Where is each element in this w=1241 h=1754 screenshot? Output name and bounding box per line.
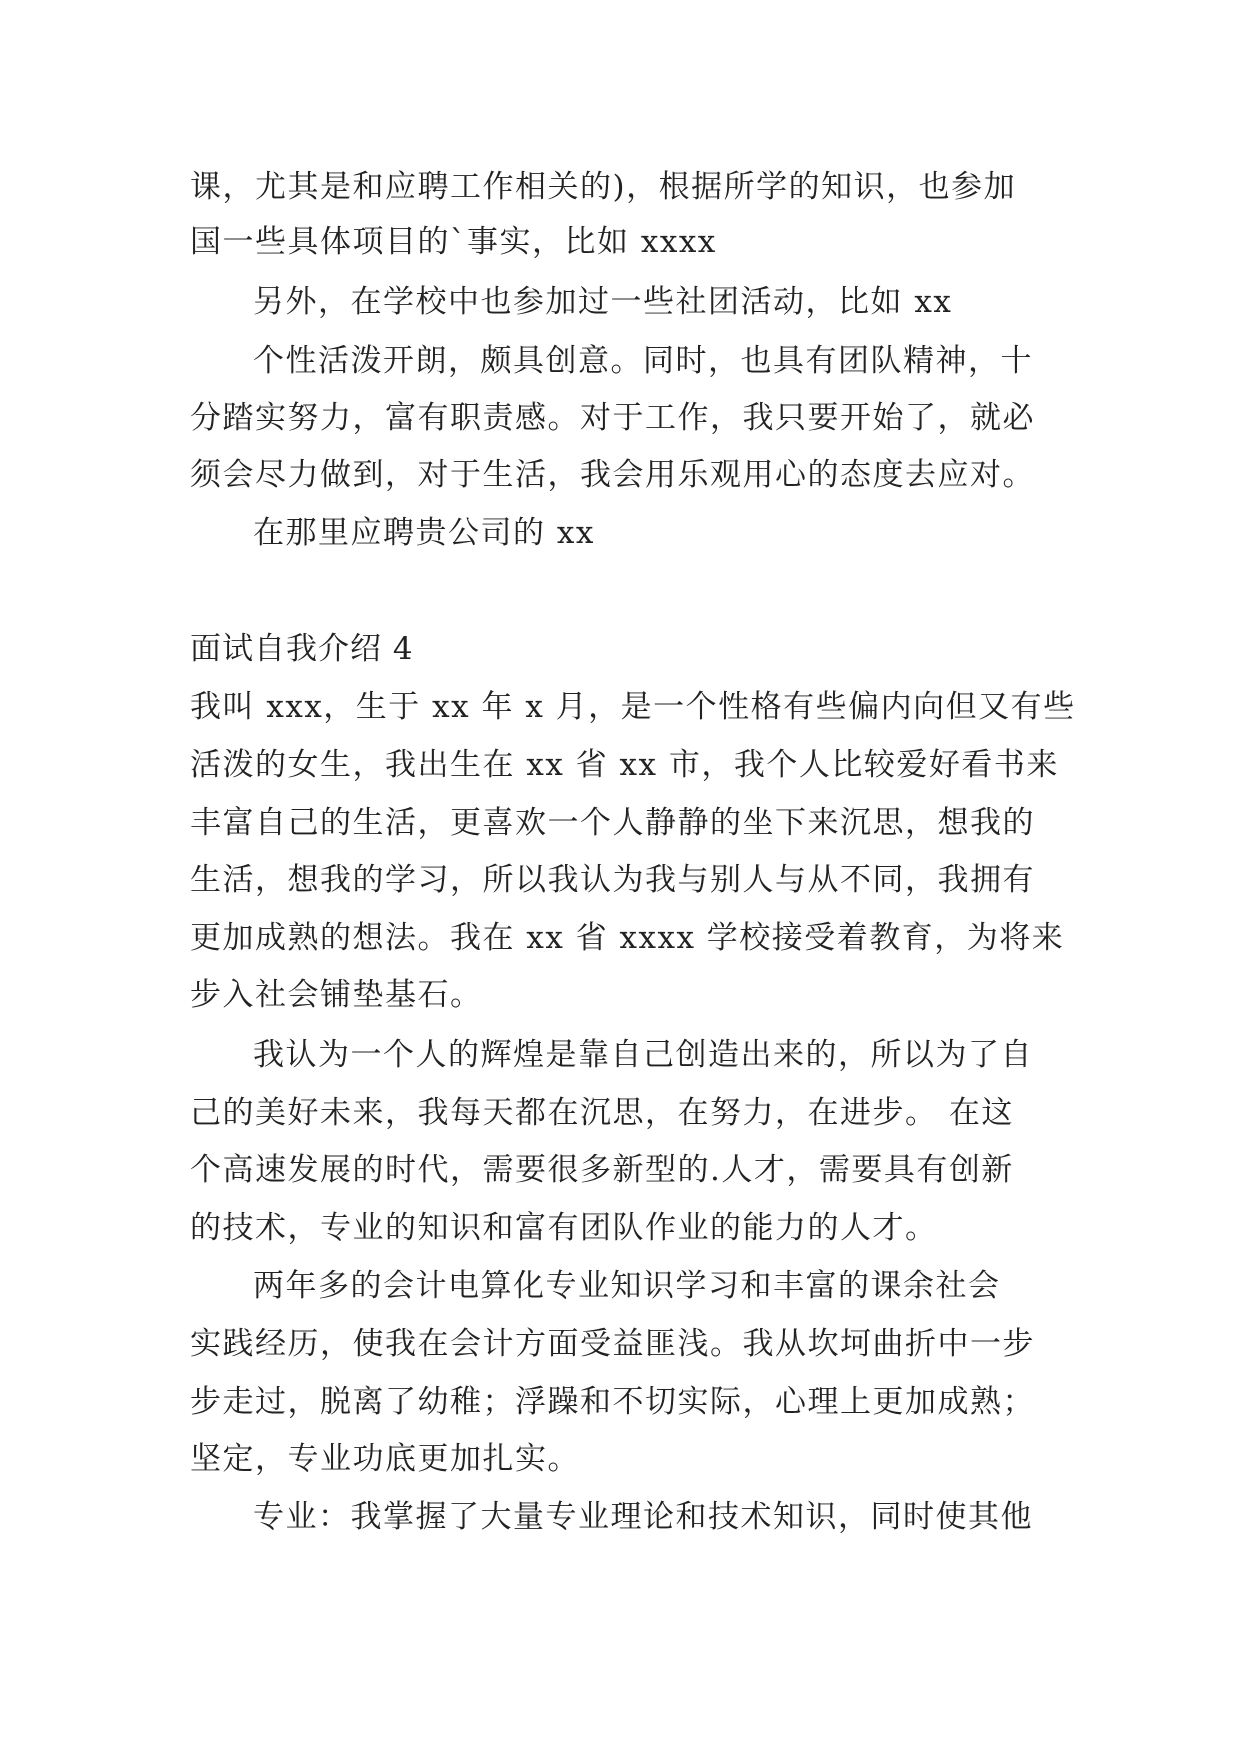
text-line: 步入社会铺垫基石。 bbox=[190, 977, 483, 1013]
text-line: 坚定，专业功底更加扎实。 bbox=[190, 1441, 580, 1477]
text-line: 己的美好未来，我每天都在沉思，在努力，在进步。 在这 bbox=[190, 1095, 1014, 1131]
text-line: 国一些具体项目的`事实，比如 xxxx bbox=[190, 224, 717, 260]
paragraph-line: 另外，在学校中也参加过一些社团活动，比如 xx bbox=[253, 284, 953, 320]
paragraph-line: 专业：我掌握了大量专业理论和技术知识，同时使其他 bbox=[253, 1499, 1033, 1535]
text-line: 步走过，脱离了幼稚；浮躁和不切实际，心理上更加成熟； bbox=[190, 1384, 1035, 1420]
text-line: 须会尽力做到，对于生活，我会用乐观用心的态度去应对。 bbox=[190, 457, 1035, 493]
text-line: 的技术，专业的知识和富有团队作业的能力的人才。 bbox=[190, 1210, 938, 1246]
paragraph-line: 个性活泼开朗，颇具创意。同时，也具有团队精神，十 bbox=[253, 343, 1033, 379]
paragraph-line: 在那里应聘贵公司的 xx bbox=[253, 515, 595, 551]
text-line: 活泼的女生，我出生在 xx 省 xx 市，我个人比较爱好看书来 bbox=[190, 747, 1059, 783]
text-line: 分踏实努力，富有职责感。对于工作，我只要开始了，就必 bbox=[190, 400, 1035, 436]
text-line: 丰富自己的生活，更喜欢一个人静静的坐下来沉思，想我的 bbox=[190, 805, 1035, 841]
section-heading: 面试自我介绍 4 bbox=[190, 631, 414, 667]
paragraph-line: 我认为一个人的辉煌是靠自己创造出来的，所以为了自 bbox=[253, 1037, 1033, 1073]
text-line: 个高速发展的时代，需要很多新型的.人才，需要具有创新 bbox=[190, 1152, 1014, 1188]
paragraph-line: 两年多的会计电算化专业知识学习和丰富的课余社会 bbox=[253, 1268, 1001, 1304]
text-line: 生活，想我的学习，所以我认为我与别人与从不同，我拥有 bbox=[190, 862, 1035, 898]
text-line: 我叫 xxx，生于 xx 年 x 月，是一个性格有些偏内向但又有些 bbox=[190, 689, 1076, 725]
text-line: 实践经历，使我在会计方面受益匪浅。我从坎坷曲折中一步 bbox=[190, 1326, 1035, 1362]
text-line: 更加成熟的想法。我在 xx 省 xxxx 学校接受着教育，为将来 bbox=[190, 920, 1065, 956]
text-line: 课，尤其是和应聘工作相关的)，根据所学的知识，也参加 bbox=[190, 169, 1017, 205]
